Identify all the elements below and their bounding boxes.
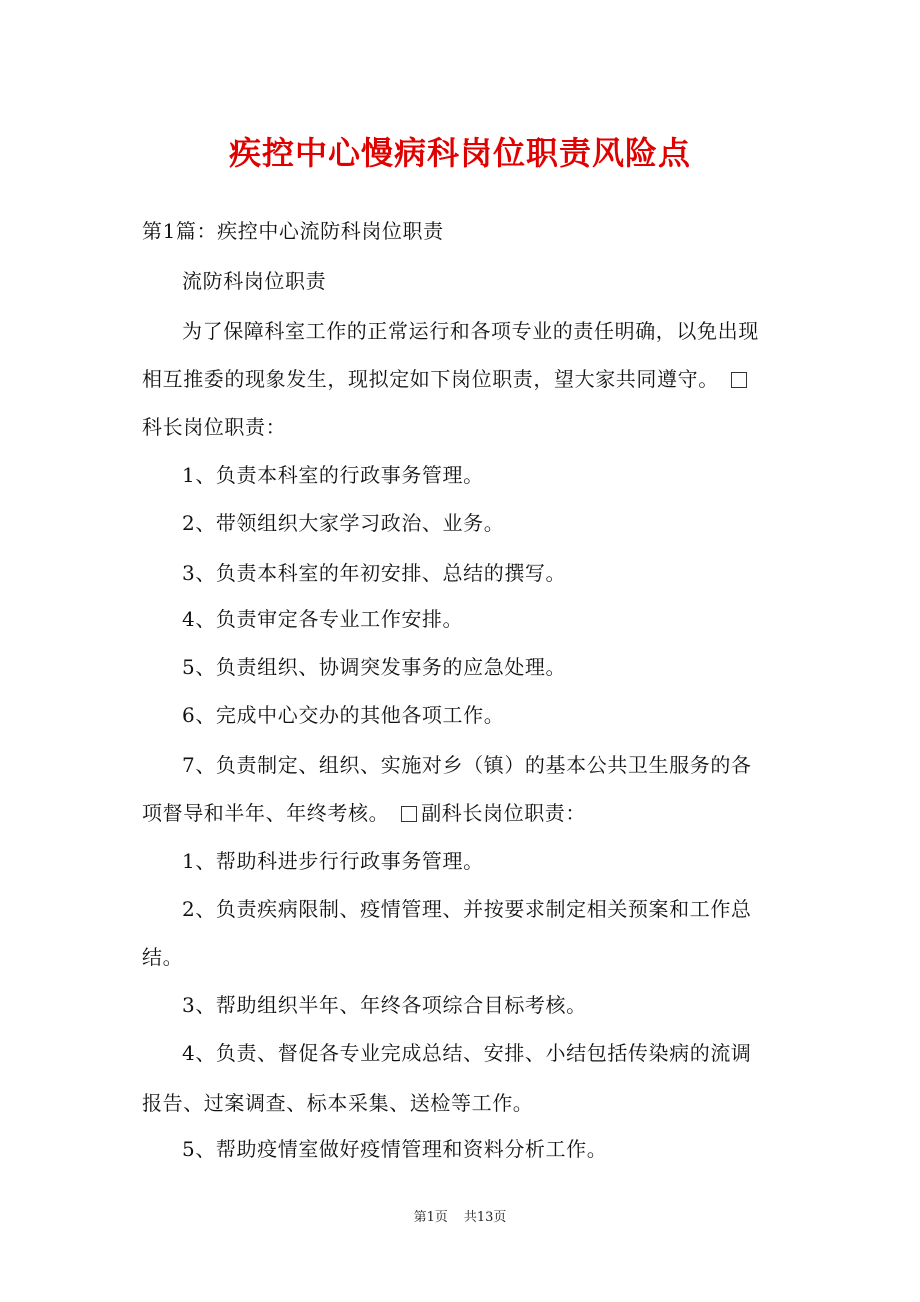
subheading: 流防科岗位职责 <box>182 269 327 293</box>
list-item: 2、带领组织大家学习政治、业务。 <box>182 511 505 535</box>
list-item: 1、帮助科进步行行政事务管理。 <box>182 849 484 873</box>
page-number: 第1页 <box>413 1210 448 1225</box>
list-item: 4、负责、督促各专业完成总结、安排、小结包括传染病的流调 <box>182 1041 752 1065</box>
list-item: 5、负责组织、协调突发事务的应急处理。 <box>182 655 567 679</box>
list-item-continuation: 报告、过案调查、标本采集、送检等工作。 <box>142 1091 534 1115</box>
document-title: 疾控中心慢病科岗位职责风险点 <box>228 134 691 172</box>
list-item-continuation <box>142 800 792 826</box>
list-item: 6、完成中心交办的其他各项工作。 <box>182 703 505 727</box>
page-footer <box>0 1206 920 1225</box>
list-item: 4、负责审定各专业工作安排。 <box>182 607 464 631</box>
page-total: 共13页 <box>463 1210 507 1225</box>
list-item: 3、帮助组织半年、年终各项综合目标考核。 <box>182 993 587 1017</box>
list-item: 2、负责疾病限制、疫情管理、并按要求制定相关预案和工作总 <box>182 897 752 921</box>
intro-paragraph-line-1: 为了保障科室工作的正常运行和各项专业的责任明确，以免出现 <box>182 319 759 343</box>
deputy-heading: 副科长岗位职责： <box>421 801 587 825</box>
intro-paragraph-line-2 <box>142 366 792 392</box>
list-item-text: 项督导和半年、年终考核。 <box>142 801 390 825</box>
chief-heading: 科长岗位职责： <box>142 415 287 439</box>
list-item: 5、帮助疫情室做好疫情管理和资料分析工作。 <box>182 1137 608 1161</box>
intro-text: 相互推委的现象发生，现拟定如下岗位职责，望大家共同遵守。 <box>142 367 719 391</box>
checkbox-glyph-icon <box>401 806 417 822</box>
list-item: 3、负责本科室的年初安排、总结的撰写。 <box>182 561 567 585</box>
list-item: 1、负责本科室的行政事务管理。 <box>182 463 484 487</box>
list-item-continuation: 结。 <box>142 945 184 969</box>
checkbox-glyph-icon <box>731 372 747 388</box>
list-item: 7、负责制定、组织、实施对乡（镇）的基本公共卫生服务的各 <box>182 753 752 777</box>
section-heading: 第1篇：疾控中心流防科岗位职责 <box>142 219 444 243</box>
